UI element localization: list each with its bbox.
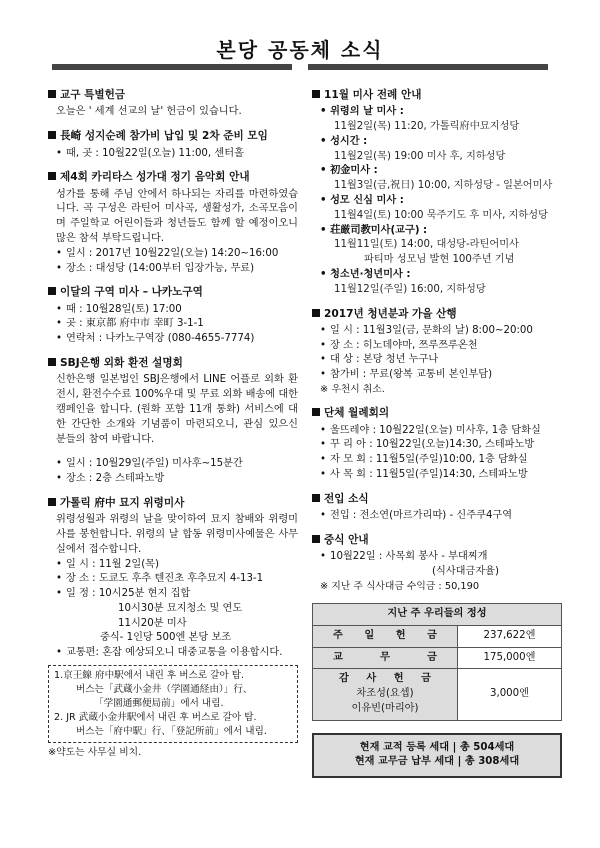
- square-bullet-icon: [48, 287, 56, 295]
- dues-value: 175,000엔: [458, 647, 562, 669]
- lunch-price-note: (식사대금자율): [432, 565, 499, 577]
- dot-bullet-icon: •: [56, 318, 63, 330]
- directions-line: 2. JR 武蔵小金井駅에서 내린 후 버스로 갈아 탐.: [54, 711, 257, 723]
- donor-name: 이유빈(마리아): [351, 702, 419, 714]
- dot-bullet-icon: •: [320, 439, 327, 451]
- info-line: 장 소 : 히노데야마, 쯔루쯔루온천: [330, 339, 478, 351]
- section-district-mass: [48, 285, 298, 347]
- section-nagasaki-pilgrimage: [48, 129, 298, 161]
- section-youth-hiking: [312, 307, 562, 398]
- section-title: 중식 안내: [324, 533, 369, 546]
- newsletter-header: [0, 36, 600, 65]
- dot-bullet-icon: •: [56, 588, 63, 600]
- dot-bullet-icon: •: [320, 268, 331, 280]
- place-line: 장소 : 대성당 (14:00부터 입장가능, 무료): [66, 262, 255, 274]
- directions-line: 버스는「府中駅」行、「登記所前」에서 내림.: [76, 725, 267, 737]
- info-line: 참가비 : 무료(왕복 교통비 본인부담): [330, 369, 493, 381]
- square-bullet-icon: [48, 358, 56, 366]
- title-rule-left: [52, 64, 292, 70]
- section-cemetery-mass: [48, 496, 298, 760]
- sunday-offering-value: 237,622엔: [458, 625, 562, 647]
- section-text: 오늘은 ' 세계 선교의 날' 헌금이 있습니다.: [56, 106, 242, 118]
- info-line: 일 시 : 11월3일(금, 문화의 날) 8:00~20:00: [330, 324, 533, 336]
- section-lunch: [312, 533, 562, 594]
- mass-detail: 11월2일(목) 11:20, 가톨릭府中묘지성당: [334, 121, 520, 133]
- offering-table-header: 지난 주 우리들의 정성: [313, 603, 562, 625]
- schedule-line: 10시30분 묘지청소 및 연도: [118, 602, 243, 614]
- section-monthly-meetings: [312, 406, 562, 482]
- dot-bullet-icon: •: [56, 303, 63, 315]
- registered-households: 현재 교적 등록 세대 | 총 504세대: [359, 741, 515, 753]
- dot-bullet-icon: •: [320, 369, 327, 381]
- mass-detail: 11월4일(토) 10:00 묵주기도 후 미사, 지하성당: [334, 209, 548, 221]
- square-bullet-icon: [312, 90, 320, 98]
- square-bullet-icon: [312, 408, 320, 416]
- mass-detail: 파티마 성모님 발현 100주년 기념: [364, 254, 515, 266]
- section-title: 교구 특별헌금: [60, 89, 126, 101]
- date-line: 일 시 : 11월 2일(목): [66, 558, 159, 570]
- date-line: 일시 : 2017년 10월22일(오늘) 14:20~16:00: [66, 247, 279, 259]
- section-title: 이달의 구역 미사 – 나카노구역: [60, 286, 203, 299]
- dot-bullet-icon: •: [320, 424, 327, 436]
- mass-name: 위령의 날 미사 :: [330, 106, 404, 118]
- section-choir-concert: [48, 170, 298, 276]
- dot-bullet-icon: •: [320, 135, 331, 147]
- sunday-offering-label: 주 일 헌 금: [313, 625, 458, 647]
- mass-name: 성시간 :: [330, 135, 368, 147]
- mass-name: 청소년·청년미사 :: [330, 268, 411, 280]
- section-title: 2017년 청년분과 가을 산행: [324, 307, 457, 320]
- mass-name: 荘厳司教미사(교구) :: [330, 224, 428, 236]
- dot-bullet-icon: •: [56, 647, 63, 659]
- place-line: 장소 : 2층 스테파노방: [66, 473, 165, 485]
- directions-line: 「学園通郵便局前」에서 내림.: [94, 697, 224, 709]
- directions-box: [48, 665, 298, 743]
- dot-bullet-icon: •: [320, 224, 331, 236]
- square-bullet-icon: [48, 90, 56, 98]
- dot-bullet-icon: •: [320, 468, 327, 480]
- dot-bullet-icon: •: [320, 510, 327, 522]
- dot-bullet-icon: •: [320, 106, 331, 118]
- dot-bullet-icon: •: [56, 573, 63, 585]
- directions-line: 1.京王線 府中駅에서 내린 후 버스로 갈아 탐.: [54, 670, 245, 682]
- dot-bullet-icon: •: [320, 339, 327, 351]
- square-bullet-icon: [48, 498, 56, 506]
- title-rule-right: [308, 64, 548, 70]
- place-line: 곳 : 東京都 府中市 幸町 3-1-1: [66, 318, 204, 330]
- mass-name: 初金미사 :: [330, 165, 378, 177]
- census-box: [312, 733, 562, 779]
- section-title: 제4회 카리타스 성가대 정기 음악회 안내: [60, 171, 250, 184]
- schedule-line: 11시20분 미사: [118, 617, 187, 629]
- dot-bullet-icon: •: [56, 333, 63, 345]
- section-text: 신한은행 일본법인 SBJ은행에서 LINE 어플로 외화 환전시, 환전수수료 100%우대 및 무료 외화 배송에 대한 캠페인을 합니다. (원화 포함 11개 통화) 서비스에 대한 간단한 소개와 기념품이 마련되오니, 관심 있으신 분들의 참여 바랍니다.: [56, 374, 299, 445]
- thanks-offering-label: 감 사 헌 금: [339, 673, 431, 685]
- mass-name: 성모 신심 미사 :: [330, 195, 404, 207]
- donor-name: 차조성(요셉): [356, 688, 414, 700]
- date-line: 일시 : 10월29일(주일) 미사후~15분간: [66, 458, 243, 470]
- section-title: SBJ은행 외화 환전 설명회: [60, 357, 183, 370]
- dot-bullet-icon: •: [56, 262, 63, 274]
- dues-label: 교 무 금: [313, 647, 458, 669]
- section-title: 전입 소식: [324, 492, 369, 505]
- dot-bullet-icon: •: [320, 354, 327, 366]
- section-text: 위령성월과 위령의 날을 맞이하여 묘지 참배와 위령미사를 봉헌합니다. 위령의 날 합동 위령미사예물은 사무실에서 접수합니다.: [56, 514, 298, 555]
- contact-line: 연락처 : 나카노구역장 (080-4655-7774): [66, 333, 255, 345]
- dot-bullet-icon: •: [320, 165, 331, 177]
- page-title: 본당 공동체 소식: [216, 38, 384, 62]
- time-line: 때 : 10월28일(토) 17:00: [66, 303, 182, 315]
- dot-bullet-icon: •: [320, 454, 327, 466]
- dot-bullet-icon: •: [320, 551, 327, 563]
- offering-table: [312, 603, 562, 721]
- time-place-line: 때, 곳 : 10월22일(오늘) 11:00, 센터홀: [66, 147, 244, 159]
- dot-bullet-icon: •: [56, 247, 63, 259]
- square-bullet-icon: [312, 535, 320, 543]
- lunch-revenue-note: ※ 지난 주 식사대금 수익금 : 50,190: [320, 580, 480, 592]
- square-bullet-icon: [48, 131, 56, 139]
- meeting-line: 사 목 회 : 11월5일(주일)14:30, 스테파노방: [330, 468, 528, 480]
- place-line: 장 소 : 도쿄도 후추 텐진초 후추묘지 4-13-1: [66, 573, 264, 585]
- dot-bullet-icon: •: [56, 147, 63, 159]
- section-sbj-bank: [48, 356, 298, 487]
- meeting-line: 울뜨레야 : 10월22일(오늘) 미사후, 1층 담화실: [330, 424, 541, 436]
- dot-bullet-icon: •: [320, 195, 331, 207]
- dot-bullet-icon: •: [56, 473, 63, 485]
- meeting-line: 꾸 리 아 : 10월22일(오늘)14:30, 스테파노방: [330, 439, 535, 451]
- square-bullet-icon: [312, 309, 320, 317]
- new-member-line: 전입 : 전소연(마르가리따) - 신주쿠4구역: [330, 510, 513, 522]
- info-line: 대 상 : 본당 청년 누구나: [330, 354, 439, 366]
- schedule-line: 중식- 1인당 500엔 본당 보조: [100, 632, 232, 644]
- left-column: [48, 88, 298, 769]
- square-bullet-icon: [312, 494, 320, 502]
- section-title: 11월 미사 전례 안내: [324, 89, 422, 101]
- lunch-line: 10월22일 : 사목회 봉사 - 부대찌개: [330, 551, 488, 563]
- dot-bullet-icon: •: [56, 458, 63, 470]
- section-november-liturgy: [312, 88, 562, 298]
- section-diocese-offering: [48, 88, 298, 120]
- dot-bullet-icon: •: [320, 324, 327, 336]
- transport-line: 교통편: 혼잡 예상되오니 대중교통을 이용합시다.: [66, 647, 283, 659]
- mass-detail: 11월11일(토) 14:00, 대성당-라틴어미사: [334, 239, 519, 251]
- schedule-line: 일 정 : 10시25분 현지 집합: [66, 588, 191, 600]
- rain-note: ※ 우천시 취소.: [320, 384, 385, 395]
- dues-households: 현재 교무금 납부 세대 | 총 308세대: [354, 756, 520, 768]
- section-new-members: [312, 492, 562, 524]
- section-title: 長崎 성지순례 참가비 납입 및 2차 준비 모임: [60, 130, 268, 143]
- directions-line: 버스는「武蔵小金井（学園通経由）」行、: [76, 683, 253, 695]
- mass-detail: 11월3일(금,祝日) 10:00, 지하성당 - 일본어미사: [334, 180, 553, 192]
- right-column: [312, 88, 562, 778]
- mass-detail: 11월2일(목) 19:00 미사 후, 지하성당: [334, 150, 506, 162]
- square-bullet-icon: [48, 172, 56, 180]
- section-title: 단체 월례회의: [324, 407, 390, 420]
- map-note: ※약도는 사무실 비치.: [48, 746, 142, 758]
- section-title: 가톨릭 府中 묘지 위령미사: [60, 496, 185, 509]
- mass-detail: 11월12일(주일) 16:00, 지하성당: [334, 283, 486, 295]
- thanks-offering-value: 3,000엔: [458, 669, 562, 720]
- dot-bullet-icon: •: [56, 558, 63, 570]
- section-text: 성가를 통해 주님 안에서 하나되는 자리를 마련하였습니다. 곡 구성은 라틴어 미사곡, 생활성가, 소곡모음이며 주일학교 어린이들과 청년들도 함께 할 예정이오니 많은 참석 부탁드립니다.: [56, 188, 298, 244]
- meeting-line: 자 모 회 : 11월5일(주일)10:00, 1층 담화실: [330, 454, 528, 466]
